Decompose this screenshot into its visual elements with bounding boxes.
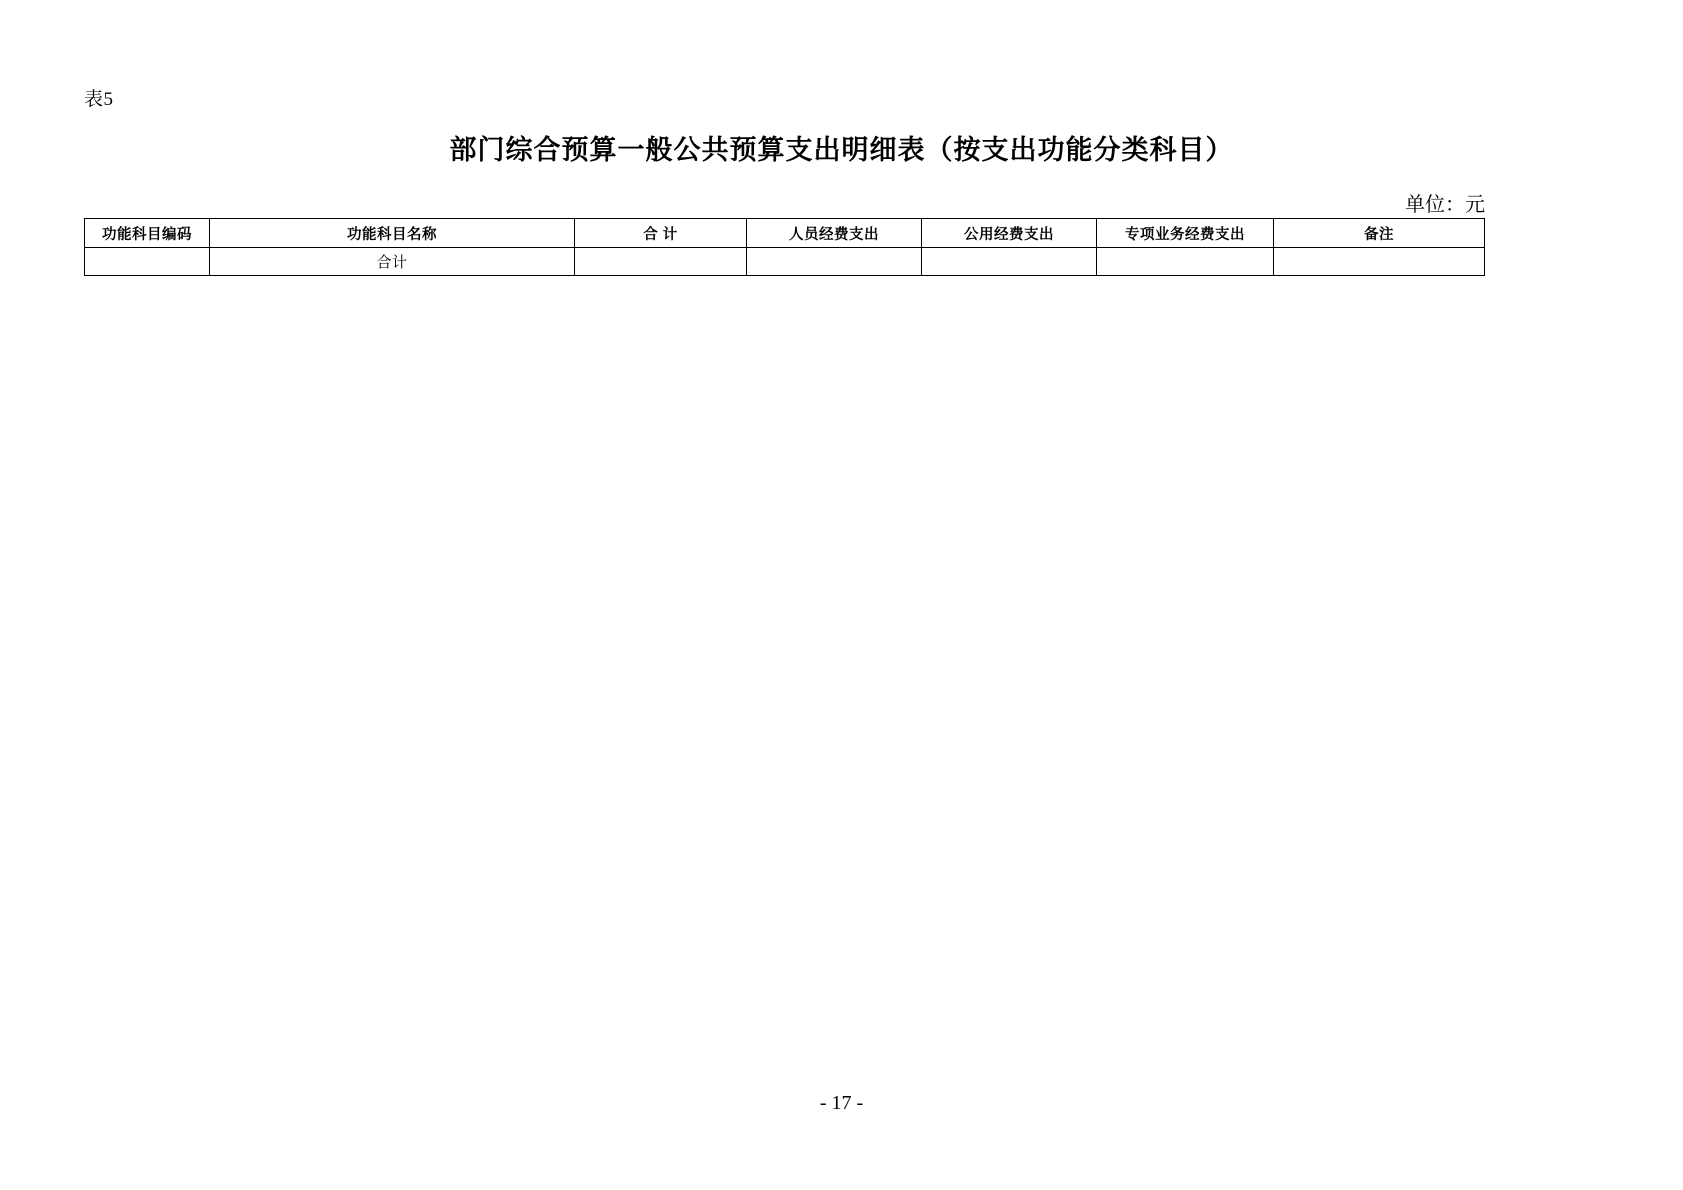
column-header-remark: 备注 — [1274, 219, 1485, 248]
cell-public-expense — [922, 248, 1097, 276]
page-number: - 17 - — [819, 1092, 864, 1114]
budget-expenditure-table — [84, 218, 1485, 276]
unit-note: 单位：元 — [1405, 194, 1485, 216]
column-header-personnel-expense: 人员经费支出 — [747, 219, 922, 248]
cell-special-business-expense — [1097, 248, 1274, 276]
column-header-public-expense: 公用经费支出 — [922, 219, 1097, 248]
table-header-row — [85, 219, 1485, 248]
column-header-special-business-expense: 专项业务经费支出 — [1097, 219, 1274, 248]
cell-remark — [1274, 248, 1485, 276]
table-label: 表5 — [84, 89, 114, 110]
column-header-total: 合 计 — [575, 219, 747, 248]
cell-function-code — [85, 248, 210, 276]
cell-personnel-expense — [747, 248, 922, 276]
page-title: 部门综合预算一般公共预算支出明细表（按支出功能分类科目） — [449, 135, 1234, 165]
column-header-function-code: 功能科目编码 — [85, 219, 210, 248]
cell-function-name: 合计 — [210, 248, 575, 276]
table-row — [85, 248, 1485, 276]
cell-total — [575, 248, 747, 276]
column-header-function-name: 功能科目名称 — [210, 219, 575, 248]
